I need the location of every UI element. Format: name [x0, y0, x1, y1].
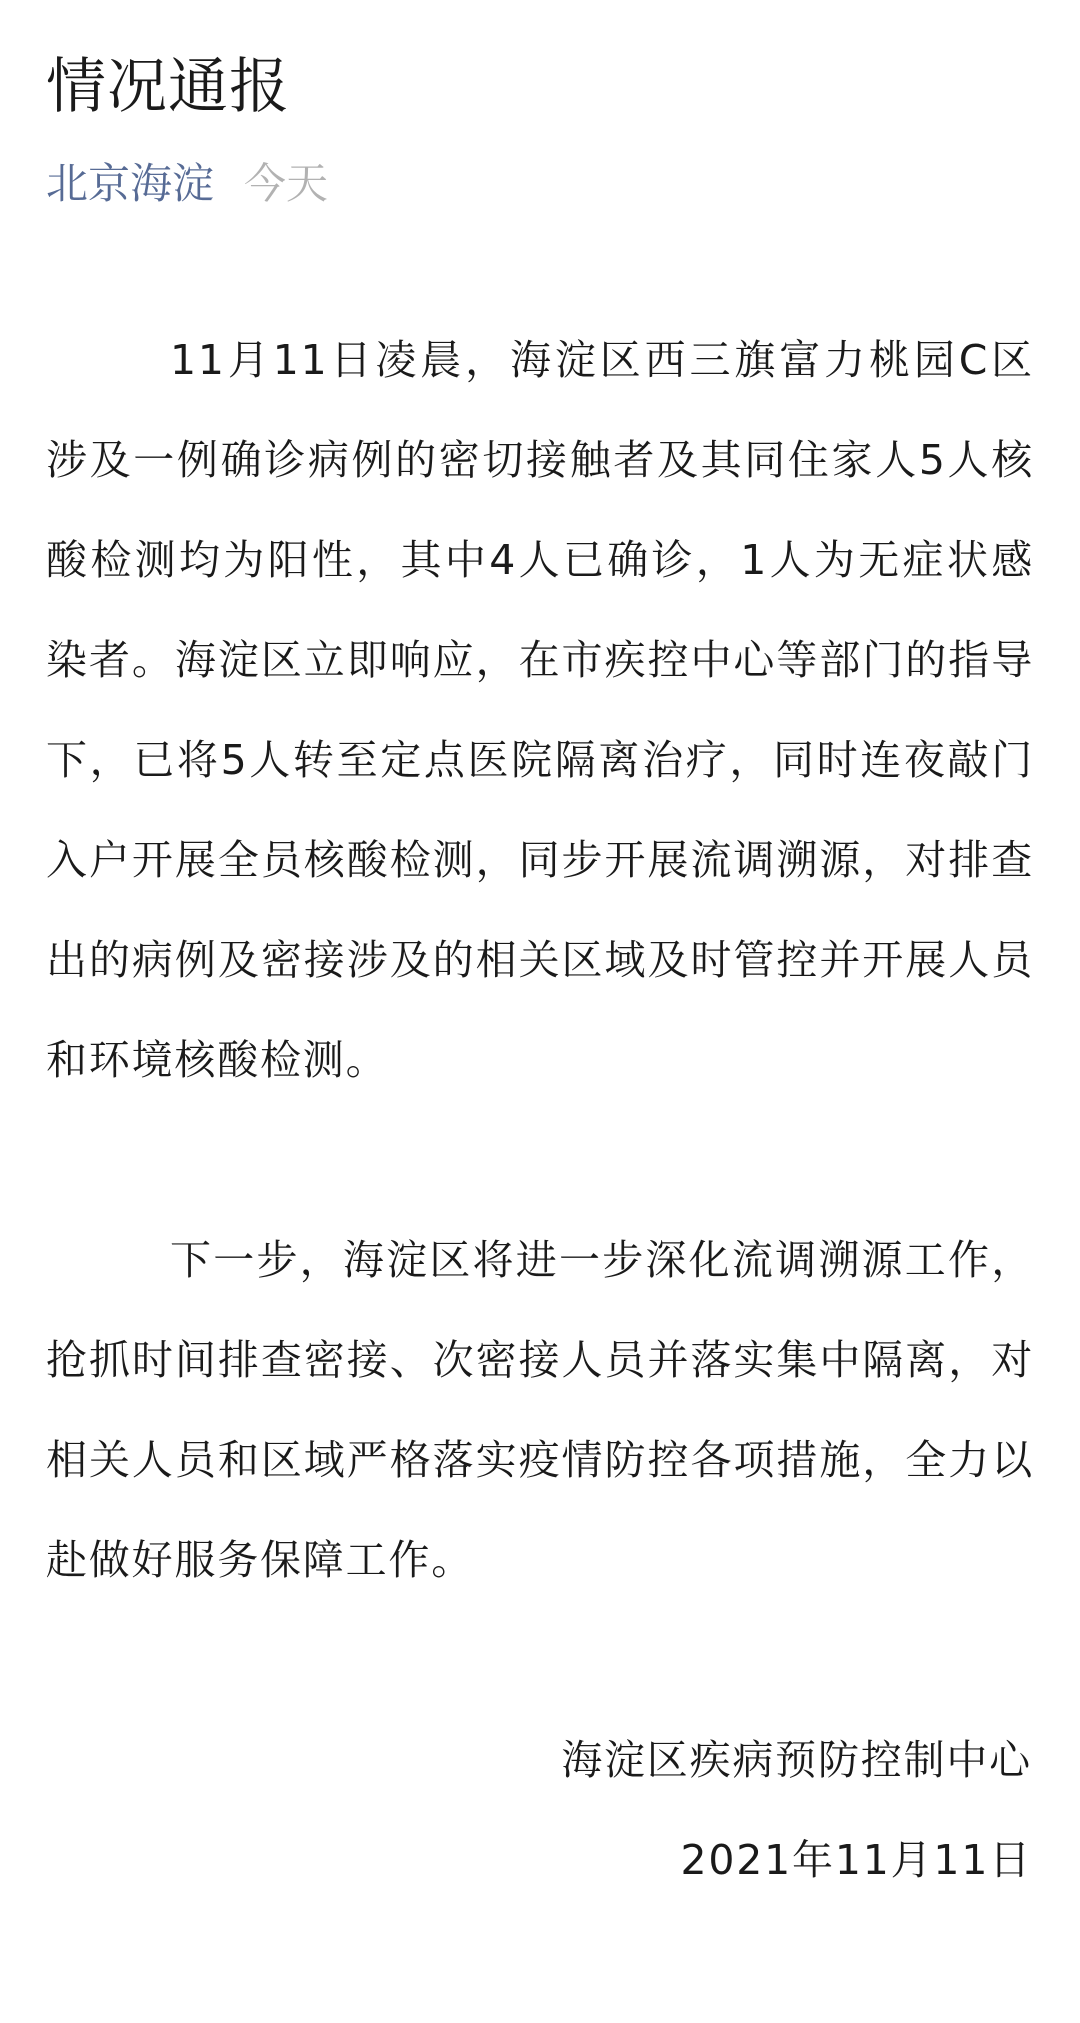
paragraph-2: 下一步，海淀区将进一步深化流调溯源工作，抢抓时间排查密接、次密接人员并落实集中隔离，对相关人员和区域严格落实疫情防控各项措施，全力以赴做好服务保障工作。: [46, 1236, 1034, 1584]
source-account-link[interactable]: 北京海淀: [46, 159, 215, 208]
paragraph-1: 11月11日凌晨，海淀区西三旗富力桃园C区涉及一例确诊病例的密切接触者及其同住家人5人核酸检测均为阳性，其中4人已确诊，1人为无症状感染者。海淀区立即响应，在市疾控中心等部门的指导下，已将5人转至定点医院隔离治疗，同时连夜敲门入户开展全员核酸检测，同步开展流调溯源，对排查出的病例及密接涉及的相关区域及时管控并开展人员和环境核酸检测。: [46, 336, 1034, 1084]
article-title: 情况通报: [46, 52, 290, 122]
signature-date: 2021年11月11日: [680, 1836, 1032, 1884]
signature: [46, 1710, 1034, 1910]
signature-organization: 海淀区疾病预防控制中心: [561, 1736, 1032, 1784]
publish-date: 今天: [244, 159, 329, 208]
article-meta: [46, 154, 1034, 214]
article-body: [46, 310, 1034, 1610]
